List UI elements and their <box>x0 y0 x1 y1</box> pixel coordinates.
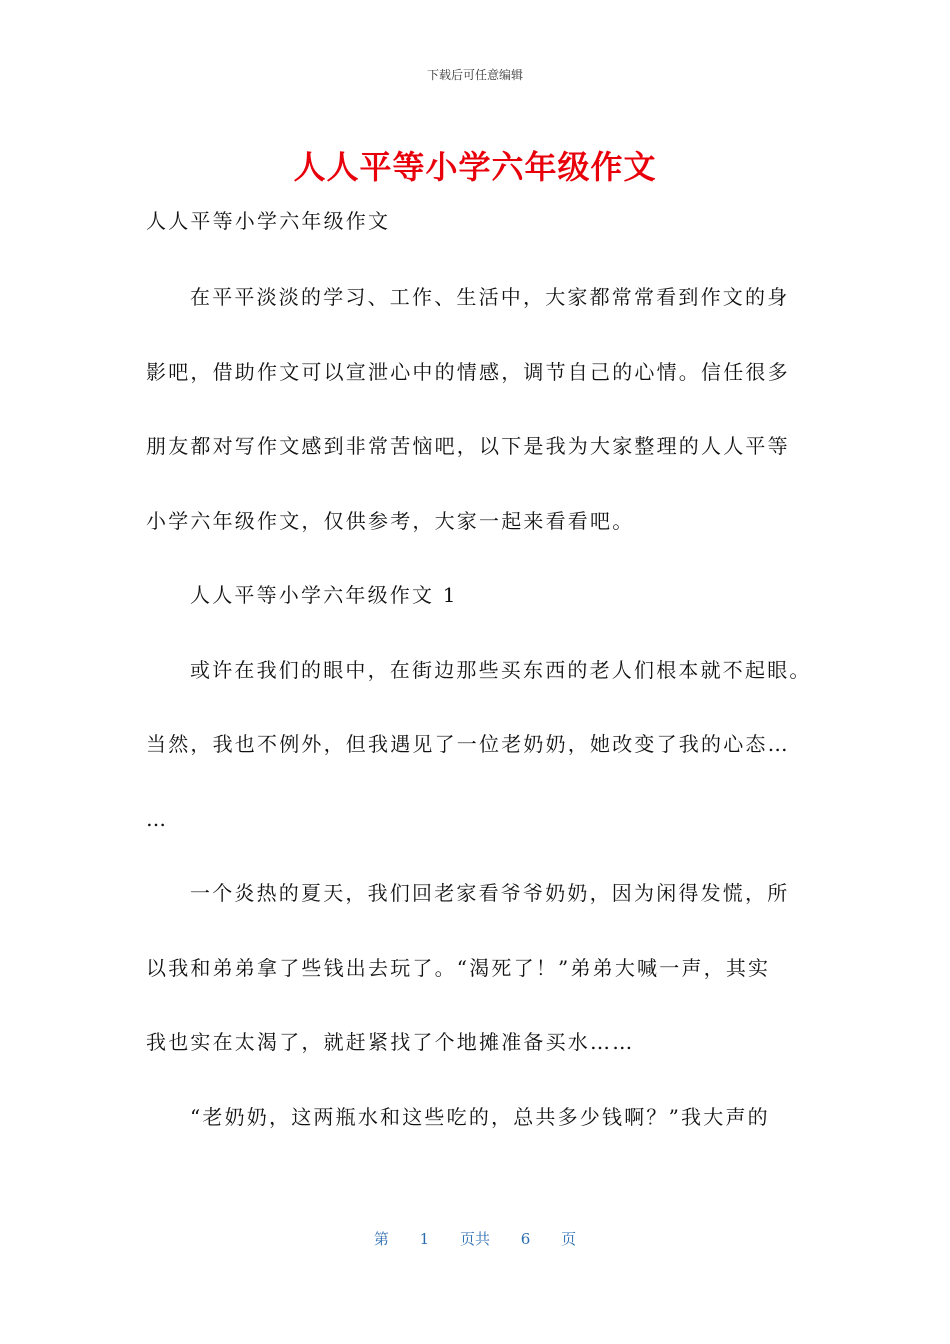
body-line: 小学六年级作文，仅供参考，大家一起来看看吧。 <box>146 508 635 533</box>
document-body <box>146 196 812 1166</box>
body-line: 当然，我也不例外，但我遇见了一位老奶奶，她改变了我的心态… <box>146 732 790 756</box>
body-line: 在平平淡淡的学习、工作、生活中，大家都常常看到作文的身 <box>190 285 790 309</box>
body-line: 朋友都对写作文感到非常苦恼吧，以下是我为大家整理的人人平等 <box>146 434 790 458</box>
body-line: 或许在我们的眼中，在街边那些买东西的老人们根本就不起眼。 <box>190 657 812 682</box>
header-note: 下载后可任意编辑 <box>426 68 523 82</box>
body-line: “老奶奶，这两瓶水和这些吃的，总共多少钱啊？”我大声的 <box>190 1104 770 1129</box>
body-line: 人人平等小学六年级作文 <box>146 209 391 233</box>
body-line: … <box>146 806 169 831</box>
page-footer <box>0 1228 950 1249</box>
section-heading: 人人平等小学六年级作文 1 <box>190 583 458 607</box>
footer-suffix: 页 <box>561 1230 577 1248</box>
footer-middle: 页共 <box>459 1230 490 1248</box>
footer-page-number: 1 <box>419 1230 430 1248</box>
footer-total-pages: 6 <box>520 1230 531 1248</box>
body-line: 影吧，借助作文可以宣泄心中的情感，调节自己的心情。信任很多 <box>146 359 790 384</box>
body-line: 以我和弟弟拿了些钱出去玩了。“渴死了！”弟弟大喊一声，其实 <box>146 955 771 980</box>
document-title: 人人平等小学六年级作文 <box>293 148 657 186</box>
body-line: 我也实在太渴了，就赶紧找了个地摊准备买水…… <box>146 1030 635 1054</box>
body-line: 一个炎热的夏天，我们回老家看爷爷奶奶，因为闲得发慌，所 <box>190 881 790 905</box>
footer-prefix: 第 <box>373 1230 389 1248</box>
